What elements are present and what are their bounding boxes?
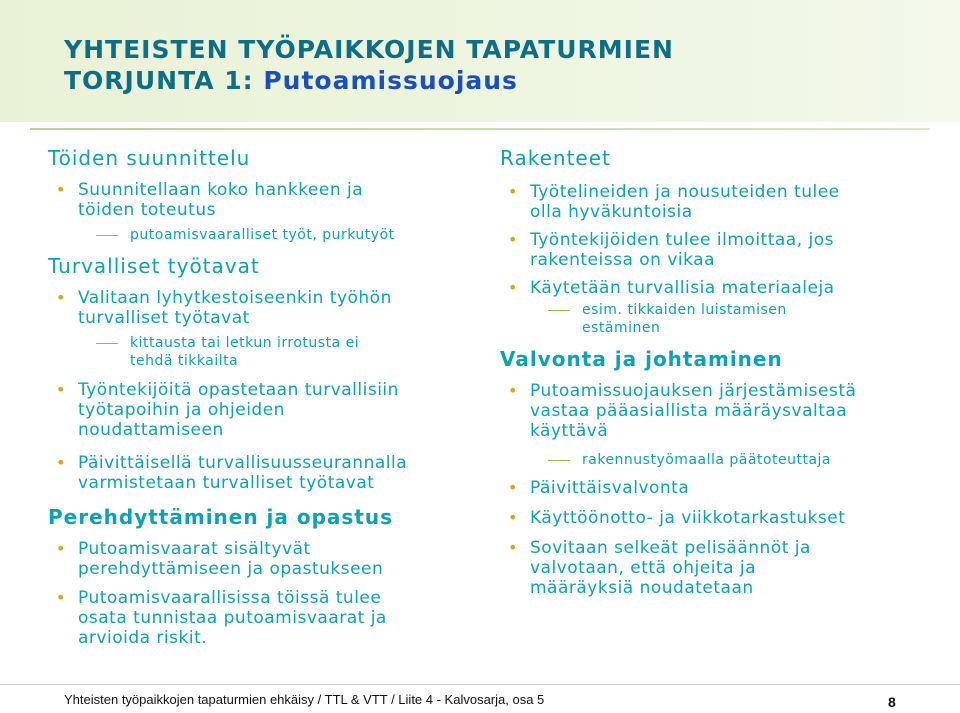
title-divider <box>30 128 930 130</box>
heading-rakenteet: Rakenteet <box>500 146 611 170</box>
list-item: • Valitaan lyhytkestoiseenkin työhön turvalliset työtavat <box>48 288 488 328</box>
footer-divider <box>0 684 960 685</box>
title-line-2 <box>64 65 944 96</box>
sub-list-item: rakennustyömaalla päätoteuttaja <box>500 451 940 469</box>
list-item: • Käytetään turvallisia materiaaleja <box>500 278 940 298</box>
bullet-list <box>500 182 940 337</box>
right-column <box>500 146 940 598</box>
sub-list-item: kittausta tai letkun irrotusta ei tehdä tikkailta <box>48 334 488 370</box>
page-number: 8 <box>888 694 896 710</box>
title-highlight: Putoamissuojaus <box>263 66 518 95</box>
left-column <box>48 146 488 648</box>
list-item: • Työntekijöiden tulee ilmoittaa, jos rakenteissa on vikaa <box>500 230 940 270</box>
list-item: • Suunnitellaan koko hankkeen ja töiden toteutus <box>48 180 488 220</box>
list-item: • Putoamisvaarat sisältyvät perehdyttämiseen ja opastukseen <box>48 539 488 579</box>
bullet-list <box>48 180 488 244</box>
sub-list-item: esim. tikkaiden luistamisen estäminen <box>500 301 940 337</box>
bullet-list <box>500 381 940 598</box>
heading-valvonta: Valvonta ja johtaminen <box>500 347 783 371</box>
slide-title <box>64 34 944 96</box>
list-item: • Putoamisvaarallisissa töissä tulee osata tunnistaa putoamisvaarat ja arvioida riskit. <box>48 588 488 648</box>
sub-list-item: putoamisvaaralliset työt, purkutyöt <box>48 226 488 244</box>
footer-text: Yhteisten työpaikkojen tapaturmien ehkäisy / TTL & VTT / Liite 4 - Kalvosarja, osa 5 <box>64 692 545 707</box>
bullet-list <box>48 288 488 493</box>
bullet-list <box>48 539 488 648</box>
list-item: • Päivittäisellä turvallisuusseurannalla varmistetaan turvalliset työtavat <box>48 453 488 493</box>
heading-toiden-suunnittelu: Töiden suunnittelu <box>48 146 251 170</box>
list-item: • Käyttöönotto- ja viikkotarkastukset <box>500 508 940 528</box>
title-line-1: YHTEISTEN TYÖPAIKKOJEN TAPATURMIEN <box>64 35 674 64</box>
list-item: • Putoamissuojauksen järjestämisestä vastaa pääasiallista määräysvaltaa käyttävä <box>500 381 940 441</box>
list-item: • Sovitaan selkeät pelisäännöt ja valvotaan, että ohjeita ja määräyksiä noudatetaan <box>500 538 940 598</box>
title-prefix: TORJUNTA 1: <box>64 66 264 95</box>
list-item: • Työtelineiden ja nousuteiden tulee olla hyväkuntoisia <box>500 182 940 222</box>
heading-turvalliset-tyotavat: Turvalliset työtavat <box>48 254 260 278</box>
list-item: • Työntekijöitä opastetaan turvallisiin työtapoihin ja ohjeiden noudattamiseen <box>48 380 488 440</box>
list-item: • Päivittäisvalvonta <box>500 478 940 498</box>
heading-perehdyttaminen: Perehdyttäminen ja opastus <box>48 505 394 529</box>
